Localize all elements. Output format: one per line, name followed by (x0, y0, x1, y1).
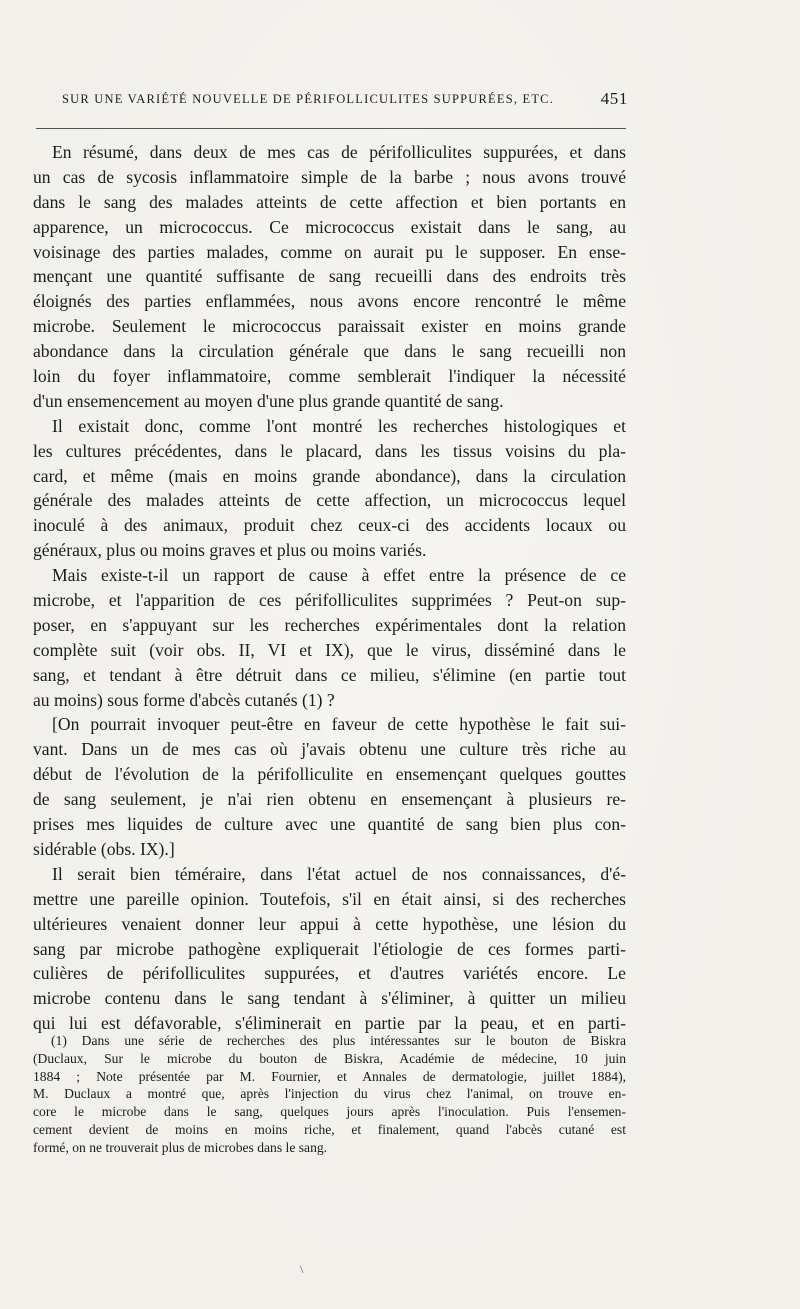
footnote-line: (Duclaux, Sur le microbe du bouton de Biskra, Académie de médecine, 10 juin (33, 1050, 626, 1066)
text-line: culières de périfolliculites suppurées, et d'autres variétés encore. Le (33, 963, 626, 984)
text-line: généraux, plus ou moins graves et plus ou moins variés. (33, 540, 427, 561)
text-line: sidérable (obs. IX).] (33, 838, 175, 859)
running-head-title: SUR UNE VARIÉTÉ NOUVELLE DE PÉRIFOLLICULITES SUPPURÉES, ETC. (62, 92, 555, 106)
text-line: microbe. Seulement le micrococcus paraissait exister en moins grande (33, 316, 626, 337)
text-line: [On pourrait invoquer peut-être en faveur de cette hypothèse le fait sui- (52, 714, 626, 735)
text-line: Mais existe-t-il un rapport de cause à effet entre la présence de ce (52, 565, 626, 586)
text-line: de sang seulement, je n'ai rien obtenu en ensemençant à plusieurs re- (33, 789, 626, 810)
text-line: voisinage des parties malades, comme on aurait pu le supposer. En ense- (33, 241, 626, 262)
text-line: Il serait bien téméraire, dans l'état actuel de nos connaissances, d'é- (52, 863, 626, 884)
text-line: En résumé, dans deux de mes cas de périfolliculites suppurées, et dans (52, 142, 626, 162)
text-line: au moins) sous forme d'abcès cutanés (1) ? (33, 689, 335, 710)
text-line: les cultures précédentes, dans le placard, dans les tissus voisins du pla- (33, 440, 626, 461)
text-line: générale des malades atteints de cette affection, un micrococcus lequel (33, 490, 626, 511)
text-line: dans le sang des malades atteints de cette affection et bien portants en (33, 191, 626, 212)
text-line: inoculé à des animaux, produit chez ceux-ci des accidents locaux ou (33, 515, 626, 536)
text-line: loin du foyer inflammatoire, comme semblerait l'indiquer la nécessité (33, 366, 626, 387)
footnote-line: M. Duclaux a montré que, après l'injection du virus chez l'animal, on trouve en- (33, 1086, 626, 1102)
running-header (62, 89, 628, 116)
footnote-line: 1884 ; Note présentée par M. Fournier, et Annales de dermatologie, juillet 1884), (33, 1068, 626, 1084)
printer-mark: \ (300, 1262, 304, 1276)
text-line: mençant une quantité suffisante de sang recueilli dans des endroits très (33, 266, 626, 287)
text-line: Il existait donc, comme l'ont montré les recherches histologiques et (52, 415, 626, 436)
footnote-line: cement devient de moins en moins riche, et finalement, quand l'abcès cutané est (33, 1121, 626, 1137)
text-line: microbe, et l'apparition de ces périfolliculites supprimées ? Peut-on sup- (33, 590, 626, 611)
text-line: complète suit (voir obs. II, VI et IX), que le virus, disséminé dans le (33, 639, 626, 660)
main-text (33, 140, 626, 1036)
text-line: qui lui est défavorable, s'éliminerait en partie par la peau, et en parti- (33, 1013, 626, 1034)
text-line: d'un ensemencement au moyen d'une plus grande quantité de sang. (33, 390, 504, 411)
text-line: abondance dans la circulation générale que dans le sang recueilli non (33, 341, 626, 362)
footnote (33, 1032, 626, 1157)
text-line: sang, et tendant à être détruit dans ce milieu, s'élimine (en partie tout (33, 664, 626, 685)
text-line: ultérieures venaient donner leur appui à cette hypothèse, une lésion du (33, 913, 626, 934)
text-line: un cas de sycosis inflammatoire simple de la barbe ; nous avons trouvé (33, 166, 626, 187)
text-line: début de l'évolution de la périfolliculite en ensemençant quelques gouttes (33, 764, 626, 785)
footnote-line: core le microbe dans le sang, quelques jours après l'inoculation. Puis l'ensemen- (33, 1104, 626, 1120)
page-number: 451 (600, 89, 628, 108)
text-line: microbe contenu dans le sang tendant à s'éliminer, à quitter un milieu (33, 988, 626, 1009)
footnote-line: formé, on ne trouverait plus de microbes dans le sang. (33, 1139, 328, 1155)
text-line: apparence, un micrococcus. Ce micrococcus existait dans le sang, au (33, 216, 626, 237)
text-line: éloignés des parties enflammées, nous avons encore rencontré le même (33, 291, 626, 312)
text-line: sang par microbe pathogène expliquerait l'étiologie de ces formes parti- (33, 938, 626, 959)
text-line: mettre une pareille opinion. Toutefois, s'il en était ainsi, si des recherches (33, 888, 626, 909)
text-line: card, et même (mais en moins grande abondance), dans la circulation (33, 465, 626, 486)
text-line: poser, en s'appuyant sur les recherches expérimentales dont la relation (33, 614, 626, 635)
text-line: prises mes liquides de culture avec une quantité de sang bien plus con- (33, 814, 626, 835)
footnote-line: (1) Dans une série de recherches des plus intéressantes sur le bouton de Biskra (51, 1033, 626, 1048)
text-line: vant. Dans un de mes cas où j'avais obtenu une culture très riche au (33, 739, 626, 760)
header-rule (36, 128, 626, 129)
